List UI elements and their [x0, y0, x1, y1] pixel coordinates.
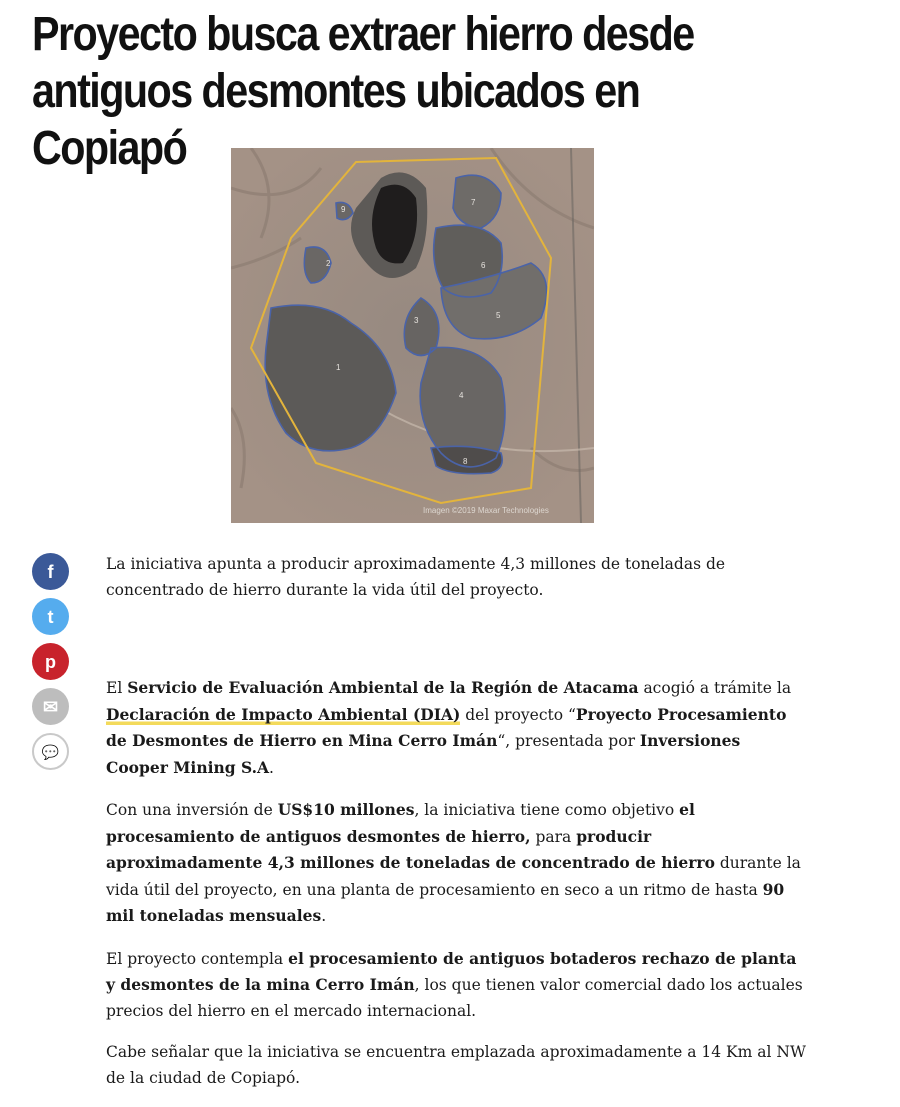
twitter-icon: t [47, 606, 54, 627]
image-watermark: Imagen ©2019 Maxar Technologies [423, 506, 549, 515]
svg-text:6: 6 [481, 261, 486, 270]
twitter-share-button[interactable] [32, 598, 69, 635]
article-paragraph-3: El proyecto contempla el procesamiento de antiguos botaderos rechazo de planta y desmontes de la mina Cerro Imán, los que tienen valor comercial dado los actuales precios del hierro en el mercado internacional. [106, 948, 803, 1020]
satellite-map-image [231, 148, 594, 523]
svg-text:7: 7 [471, 198, 476, 207]
svg-text:2: 2 [326, 259, 331, 268]
facebook-share-button[interactable] [32, 553, 69, 590]
email-share-button[interactable] [32, 688, 69, 725]
speech-bubble-icon: 💬 [41, 743, 60, 760]
facebook-icon: f [47, 561, 54, 582]
svg-text:3: 3 [414, 316, 419, 325]
svg-text:1: 1 [336, 363, 341, 372]
article-body [106, 552, 806, 1107]
svg-text:9: 9 [341, 205, 346, 214]
pinterest-icon: p [45, 651, 56, 672]
svg-text:5: 5 [496, 311, 501, 320]
pinterest-share-button[interactable] [32, 643, 69, 680]
envelope-icon: ✉ [42, 696, 59, 717]
dia-link[interactable]: Declaración de Impacto Ambiental (DIA) [106, 704, 461, 724]
comment-button[interactable] [32, 733, 69, 770]
share-bar [32, 553, 70, 778]
svg-text:4: 4 [459, 391, 464, 400]
article-lead: La iniciativa apunta a producir aproximadamente 4,3 millones de toneladas de concentrado de hierro durante la vida útil del proyecto. [106, 555, 726, 599]
article-paragraph-1: El Servicio de Evaluación Ambiental de la Región de Atacama acogió a trámite la Declaración de Impacto Ambiental (DIA) del proyecto “Proyecto Procesamiento de Desmontes de Hierro en Mina Cerro Imán“, presentada por Inversiones Cooper Mining S.A. [106, 678, 792, 777]
svg-text:8: 8 [463, 457, 468, 466]
article-paragraph-2: Con una inversión de US$10 millones, la iniciativa tiene como objetivo el procesamiento de antiguos desmontes de hierro, para producir aproximadamente 4,3 millones de toneladas de concentrado de hierro durante la vida útil del proyecto, en una planta de procesamiento en seco a un ritmo de hasta 90 mil toneladas mensuales. [106, 800, 801, 925]
article-paragraph-4: Cabe señalar que la iniciativa se encuentra emplazada aproximadamente a 14 Km al NW de la ciudad de Copiapó. [106, 1043, 806, 1087]
article-headline: Proyecto busca extraer hierro desde antiguos desmontes ubicados en Copiapó [32, 8, 694, 175]
